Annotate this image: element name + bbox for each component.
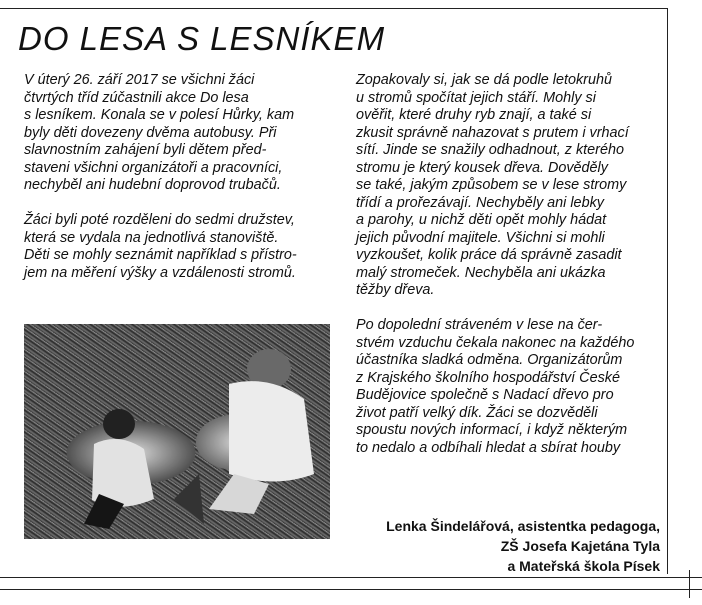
photo-children-planting-tree (24, 324, 330, 539)
text-line: Žáci byli poté rozděleni do sedmi družstev, (24, 212, 295, 228)
text-line: sítí. Jinde se snažily odhadnout, z kterého (356, 142, 624, 158)
text-line: ověřit, které druhy ryb znají, a také si (356, 107, 592, 123)
text-line: Děti se mohly seznámit například s přístro- (24, 247, 297, 263)
text-line: život patří velký dík. Žáci se dozvěděli (356, 404, 598, 421)
bottom-rule (0, 577, 702, 578)
text-line: nechyběl ani hudební doprovod trubačů. (24, 177, 281, 193)
text-line: těžby dřeva. (356, 282, 435, 298)
corner-tick (689, 570, 690, 598)
text-line: malý stromeček. Nechyběla ani ukázka (356, 264, 606, 281)
text-line: z Krajského školního hospodářství České (356, 369, 620, 386)
signature-line: Lenka Šindelářová, asistentka pedagoga, (386, 518, 660, 534)
signature-line: a Mateřská škola Písek (507, 558, 660, 574)
text-line: jejich původní majitele. Všichni si mohli (356, 229, 605, 246)
right-rule (667, 8, 668, 574)
text-line: která se vydala na jednotlivá stanoviště. (24, 229, 279, 246)
signature-line: ZŠ Josefa Kajetána Tyla (500, 538, 660, 554)
text-line: se také, jakým způsobem se v lese stromy (356, 177, 627, 193)
text-line: účastníka sladká odměna. Organizátorům (356, 352, 623, 368)
paragraph-gap (356, 300, 661, 318)
right-column (356, 72, 661, 457)
bottom-rule-lower (0, 589, 702, 590)
text-line: Budějovice společně s Nadací dřevo pro (356, 387, 614, 403)
top-rule (0, 8, 668, 9)
text-line: čtvrtých tříd zúčastnili akce Do lesa (24, 89, 249, 106)
text-line: vyzkoušet, kolik práce dá správně zasadit (356, 247, 622, 263)
left-column (24, 72, 334, 282)
text-line: třídí a prořezávají. Nechyběly ani lebky (356, 194, 604, 211)
text-line: zkusit správně nahazovat s prutem i vrhací (356, 124, 629, 141)
text-line: stromu je který kousek dřeva. Dověděly (356, 159, 608, 176)
paragraph-gap (24, 195, 334, 213)
text-line: s lesníkem. Konala se v polesí Hůrky, kam (24, 107, 295, 123)
text-line: stvém vzduchu čekala nakonec na každého (356, 334, 635, 351)
text-line: slavnostním zahájení byli dětem před- (24, 142, 267, 158)
text-line: to nedalo a odbíhali hledat a sbírat houby (356, 439, 621, 456)
text-line: V úterý 26. září 2017 se všichni žáci (24, 72, 255, 88)
text-line: Zopakovaly si, jak se dá podle letokruhů (356, 72, 612, 88)
text-line: u stromů spočítat jejich stáří. Mohly si (356, 89, 596, 106)
text-line: spoustu nových informací, i když některým (356, 422, 628, 438)
text-line: staveni všichni organizátoři a pracovníci, (24, 159, 283, 176)
text-line: Po dopolední stráveném v lese na čer- (356, 317, 603, 333)
text-line: byly děti dovezeny dvěma autobusy. Při (24, 124, 277, 141)
article-title: DO LESA S LESNÍKEM (18, 20, 386, 57)
author-signature (330, 516, 660, 576)
text-line: jem na měření výšky a vzdálenosti stromů. (24, 264, 296, 281)
text-line: a parohy, u nichž děti opět mohly hádat (356, 212, 607, 228)
